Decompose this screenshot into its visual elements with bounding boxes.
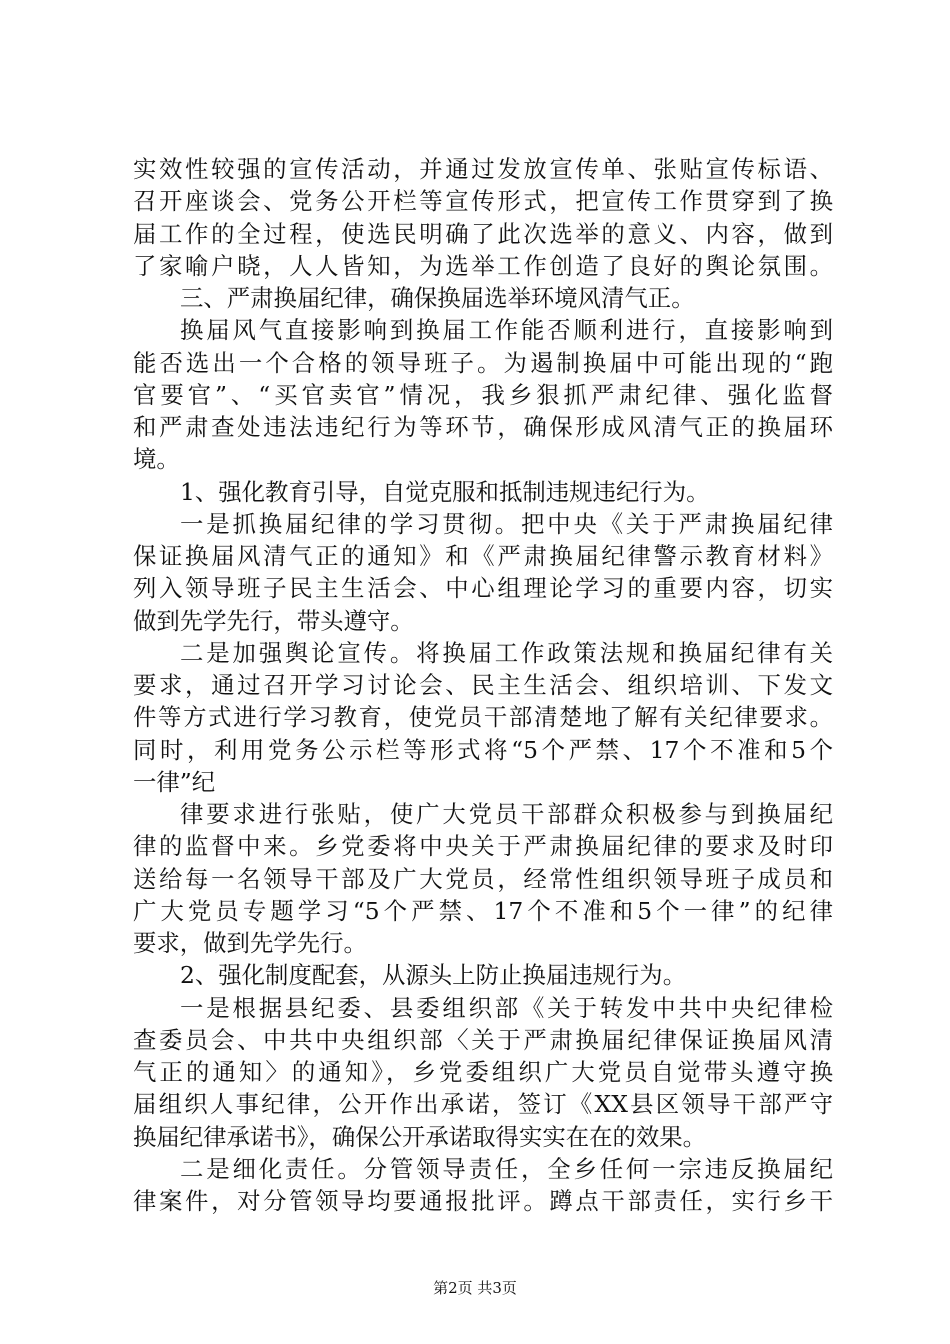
text-line: 要求，通过召开学习讨论会、民主生活会、组织培训、下发文 [133,671,833,699]
text-line: 律案件，对分管领导均要通报批评。蹲点干部责任，实行乡干 [133,1187,833,1215]
text-line: 二是细化责任。分管领导责任，全乡任何一宗违反换届纪 [180,1154,833,1183]
text-line: 官要官”、“买官卖官”情况，我乡狠抓严肃纪律、强化监督 [133,380,833,409]
document-body [133,153,833,1217]
text-line: 届工作的全过程，使选民明确了此次选举的意义、内容，做到 [133,219,833,248]
text-line: 律要求进行张贴，使广大党员干部群众积极参与到换届纪 [180,800,833,828]
text-line: 换届风气直接影响到换届工作能否顺利进行，直接影响到 [180,316,833,345]
text-line: 实效性较强的宣传活动，并通过发放宣传单、张贴宣传标语、 [133,155,833,183]
text-line: 换届纪律承诺书》，确保公开承诺取得实实在在的效果。 [133,1122,707,1151]
text-line: 送给每一名领导干部及广大党员，经常性组织领导班子成员和 [133,864,833,893]
section-heading: 三、严肃换届纪律，确保换届选举环境风清气正。 [180,284,695,312]
text-line: 二是加强舆论宣传。将换届工作政策法规和换届纪律有关 [180,638,833,667]
text-line: 一是抓换届纪律的学习贯彻。把中央《关于严肃换届纪律 [180,509,833,538]
text-line: 件等方式进行学习教育，使党员干部清楚地了解有关纪律要求。 [133,703,833,732]
text-line: 广大党员专题学习“5个严禁、17个不准和5个一律”的纪律 [133,896,833,925]
text-line: 要求，做到先学先行。 [133,929,367,957]
subsection-heading: 1、强化教育引导，自觉克服和抵制违规违纪行为。 [180,477,710,506]
text-line: 召开座谈会、党务公开栏等宣传形式，把宣传工作贯穿到了换 [133,187,833,216]
text-line: 届组织人事纪律，公开作出承诺，签订《XX县区领导干部严守 [133,1090,833,1119]
text-line: 和严肃查处违法违纪行为等环节，确保形成风清气正的换届环 [133,413,833,441]
text-line: 律的监督中来。乡党委将中央关于严肃换届纪律的要求及时印 [133,832,833,861]
page-number-footer: 第2页 共3页 [433,1279,517,1297]
text-line: 查委员会、中共中央组织部〈关于严肃换届纪律保证换届风清 [133,1025,833,1054]
text-line: 气正的通知〉的通知》，乡党委组织广大党员自觉带头遵守换 [133,1058,833,1086]
text-line: 保证换届风清气正的通知》和《严肃换届纪律警示教育材料》 [133,542,833,570]
text-line: 一是根据县纪委、县委组织部《关于转发中共中央纪律检 [180,993,833,1022]
text-line: 境。 [133,445,180,474]
text-line: 做到先学先行，带头遵守。 [133,606,414,635]
text-line: 一律”纪 [133,767,216,796]
text-line: 能否选出一个合格的领导班子。为遏制换届中可能出现的“跑 [133,348,833,377]
text-line: 了家喻户晓，人人皆知，为选举工作创造了良好的舆论氛围。 [133,251,833,280]
text-line: 列入领导班子民主生活会、中心组理论学习的重要内容，切实 [133,574,833,603]
subsection-heading: 2、强化制度配套，从源头上防止换届违规行为。 [180,961,687,990]
text-line: 同时，利用党务公示栏等形式将“5个严禁、17个不准和5个 [133,735,833,764]
